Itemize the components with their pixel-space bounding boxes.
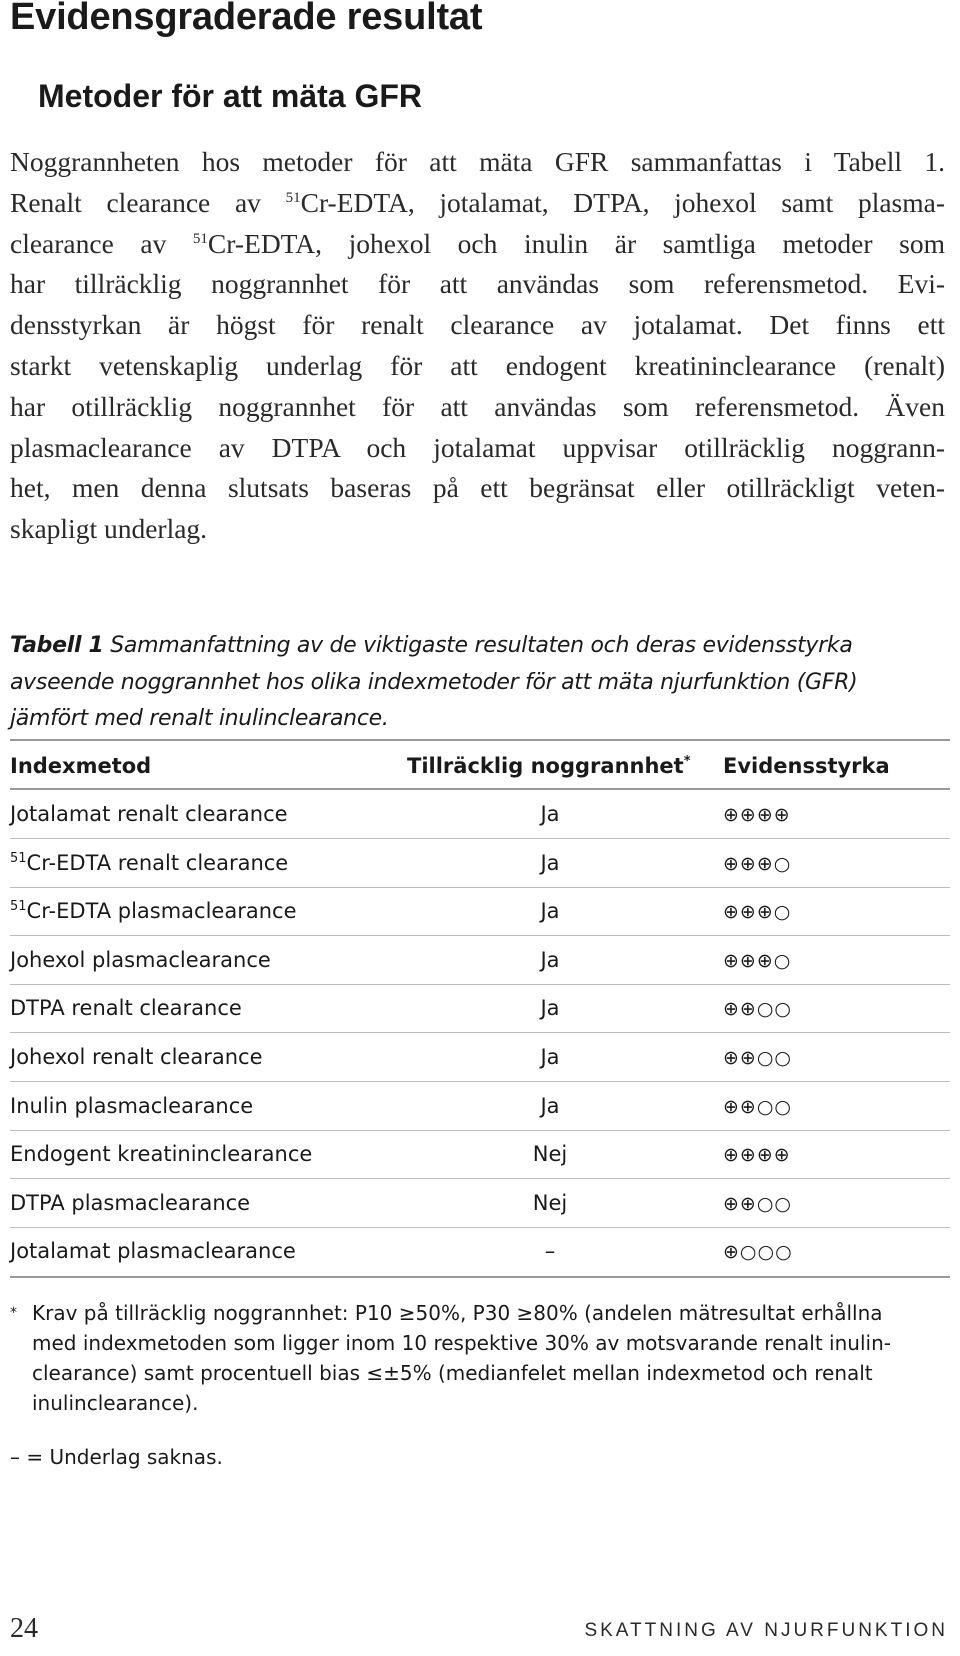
evidence-grade-cell: ⊕⊕⊕⊕ (723, 804, 791, 826)
row-divider (10, 1178, 950, 1179)
isotope-superscript: 51 (192, 230, 208, 247)
body-paragraph (10, 142, 945, 550)
paragraph-line: skapligt underlag. (10, 513, 208, 545)
method-cell: Johexol plasmaclearance (10, 947, 271, 972)
row-divider (10, 984, 950, 985)
footnote-line: clearance) samt procentuell bias ≤±5% (medianfelet mellan indexmetod och renalt (32, 1361, 873, 1385)
footnote-marker: * (10, 1305, 17, 1321)
method-cell: DTPA renalt clearance (10, 996, 242, 1021)
accuracy-cell: Ja (540, 1093, 560, 1118)
table-header-rule (10, 788, 950, 790)
method-cell: Johexol renalt clearance (10, 1045, 263, 1069)
evidence-grade-cell: ⊕○○○ (723, 1241, 793, 1264)
accuracy-cell: Ja (540, 802, 560, 826)
row-divider (10, 887, 950, 888)
table-footnote (10, 1298, 940, 1418)
paragraph-line: clearance av $^{51}$Cr-EDTA, johexol och inulin är samtliga metoder som (10, 227, 945, 259)
evidence-grade-cell: ⊕⊕○○ (723, 998, 792, 1021)
row-divider (10, 1032, 950, 1033)
paragraph-line: har otillräcklig noggrannhet för att användas som referensmetod. Även (10, 390, 945, 422)
footnote-marker: * (683, 754, 691, 769)
method-cell: $^{51}$Cr-EDTA plasmaclearance (10, 899, 297, 924)
paragraph-line: Noggrannheten hos metoder för att mäta GFR sammanfattas i Tabell 1. (10, 146, 945, 177)
accuracy-cell: – (544, 1239, 556, 1264)
isotope-superscript: 51 (10, 850, 27, 866)
method-cell: Endogent kreatininclearance (10, 1142, 313, 1167)
paragraph-line: plasmaclearance av DTPA och jotalamat uppvisar otillräcklig noggrann- (10, 431, 945, 463)
method-cell: Jotalamat plasmaclearance (10, 1239, 296, 1264)
column-header-evidence: Evidensstyrka (723, 754, 890, 778)
table-top-rule (10, 739, 950, 741)
method-cell: Inulin plasmaclearance (10, 1093, 254, 1118)
accuracy-cell: Ja (540, 850, 560, 875)
page-number: 24 (10, 1613, 38, 1644)
paragraph-line: densstyrkan är högst för renalt clearance av jotalamat. Det finns ett (10, 309, 945, 341)
accuracy-cell: Nej (532, 1190, 568, 1215)
footnote-line: Krav på tillräcklig noggrannhet: P10 ≥50%, P30 ≥80% (andelen mätresultat erhållna (32, 1301, 883, 1325)
table-bottom-rule (10, 1276, 950, 1278)
column-header-method: Indexmetod (10, 754, 152, 778)
paragraph-line: har tillräcklig noggrannhet för att användas som referensmetod. Evi- (10, 268, 945, 300)
table-caption-text: Sammanfattning av de viktigaste resultaten och deras evidensstyrka (103, 633, 853, 658)
row-divider (10, 1227, 950, 1228)
accuracy-cell: Ja (540, 899, 560, 924)
table-caption-text: jämfört med renalt inulinclearance. (10, 706, 389, 731)
section-heading: Metoder för att mäta GFR (38, 78, 423, 114)
row-divider (10, 838, 950, 839)
evidence-grade-cell: ⊕⊕○○ (723, 1192, 792, 1215)
table-caption-label: Tabell 1 (10, 633, 104, 658)
evidence-grade-cell: ⊕⊕⊕○ (723, 901, 792, 924)
table-caption (10, 628, 930, 738)
accuracy-cell: Ja (540, 996, 560, 1021)
evidence-grade-cell: ⊕⊕⊕○ (723, 852, 792, 875)
evidence-grade-cell: ⊕⊕⊕○ (723, 949, 792, 972)
running-footer: SKATTNING AV NJURFUNKTION (584, 1620, 948, 1641)
footnote-line: inulinclearance). (32, 1391, 199, 1415)
row-divider (10, 935, 950, 936)
accuracy-cell: Nej (532, 1142, 568, 1167)
evidence-grade-cell: ⊕⊕○○ (723, 1095, 792, 1118)
evidence-grade-cell: ⊕⊕○○ (723, 1047, 792, 1069)
paragraph-line: het, men denna slutsats baseras på ett begränsat eller otillräckligt veten- (10, 472, 945, 504)
table-caption-text: avseende noggrannhet hos olika indexmetoder för att mäta njurfunktion (GFR) (10, 669, 858, 695)
dash-footnote: – = Underlag saknas. (10, 1445, 223, 1469)
evidence-grade-cell: ⊕⊕⊕⊕ (723, 1144, 791, 1167)
isotope-superscript: 51 (10, 899, 27, 915)
row-divider (10, 1081, 950, 1082)
footnote-line: med indexmetoden som ligger inom 10 respektive 30% av motsvarande renalt inulin- (32, 1331, 891, 1355)
isotope-superscript: 51 (285, 189, 301, 206)
row-divider (10, 1130, 950, 1131)
paragraph-line: starkt vetenskaplig underlag för att endogent kreatininclearance (renalt) (10, 349, 945, 381)
page-heading: Evidensgraderade resultat (10, 0, 483, 38)
method-cell: $^{51}$Cr-EDTA renalt clearance (10, 850, 289, 875)
column-header-accuracy: Tillräcklig noggrannhet* (407, 754, 691, 778)
method-cell: Jotalamat renalt clearance (10, 802, 288, 826)
accuracy-cell: Ja (540, 1045, 560, 1069)
method-cell: DTPA plasmaclearance (10, 1190, 251, 1215)
accuracy-cell: Ja (540, 947, 560, 972)
paragraph-line: Renalt clearance av $^{51}$Cr-EDTA, jotalamat, DTPA, johexol samt plasma- (10, 186, 945, 218)
